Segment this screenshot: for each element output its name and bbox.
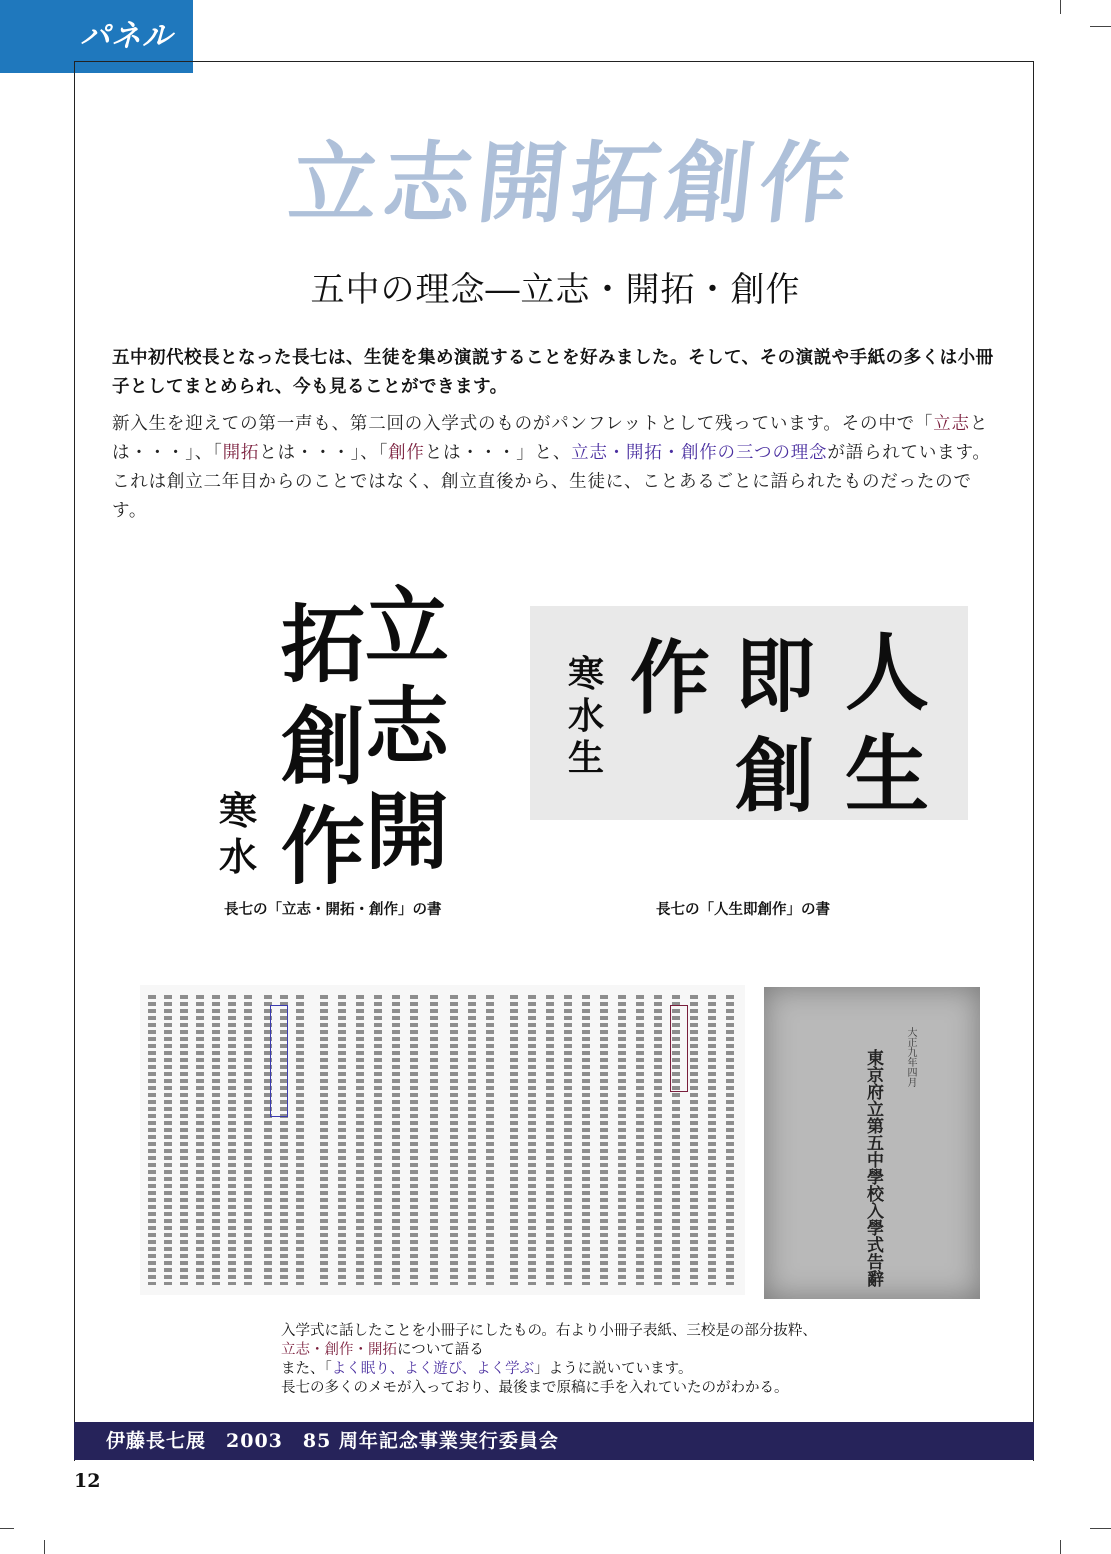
keyword-three-ideals: 立志・開拓・創作の三つの理念 <box>571 443 828 463</box>
keyword-sousaku: 創作 <box>388 443 425 463</box>
calli-char: 生 <box>845 725 930 824</box>
calli-signature-char: 生 <box>568 737 605 779</box>
intro-lead: 五中初代校長となった長七は、生徒を集め演説することを好みました。そして、その演説や手紙の多くは小冊子としてまとめられ、今も見ることができます。 <box>112 348 994 397</box>
scan-text-column <box>528 995 536 1285</box>
scan-text-column <box>564 995 572 1285</box>
scan-text-column <box>244 995 252 1285</box>
caption-seg: また、「 <box>281 1361 332 1377</box>
calli-char: 拓 <box>281 595 366 694</box>
booklet-cover-photo <box>764 987 980 1299</box>
scan-text-column <box>486 995 494 1285</box>
calli-char: 創 <box>735 729 815 823</box>
calli-char: 作 <box>630 631 710 725</box>
scan-text-column <box>726 995 734 1285</box>
scan-text-column <box>164 995 172 1285</box>
scan-text-column <box>392 995 400 1285</box>
footer-bar: 伊藤長七展 2003 85 周年記念事業実行委員会 <box>74 1422 1034 1460</box>
scan-text-column <box>618 995 626 1285</box>
panel-tab: パネル５ <box>0 0 193 73</box>
caption-line <box>281 1341 981 1360</box>
caption-line: 入学式に話したことを小冊子にしたもの。右より小冊子表紙、三校是の部分抜粋、 <box>281 1323 817 1339</box>
calli-char: 開 <box>365 782 450 881</box>
scan-text-column <box>546 995 554 1285</box>
calli-char: 志 <box>365 677 450 776</box>
calli-char: 創 <box>281 697 366 796</box>
scan-text-column <box>430 995 438 1285</box>
scan-text-column <box>374 995 382 1285</box>
keyword-risshi: 立志 <box>933 414 970 434</box>
scan-text-column <box>582 995 590 1285</box>
crop-mark <box>1060 1540 1061 1554</box>
scan-text-column <box>690 995 698 1285</box>
caption-right-calligraphy: 長七の「人生即創作」の書 <box>656 902 830 918</box>
scan-text-column <box>196 995 204 1285</box>
booklet-cover-date: 大正九年四月 <box>905 1027 916 1087</box>
keyword-kaitaku: 開拓 <box>222 443 260 463</box>
crop-mark <box>1090 26 1111 27</box>
booklet-cover-title: 東京府立第五中學校入學式告辭 <box>863 1049 883 1287</box>
scan-text-column <box>468 995 476 1285</box>
scan-text-column <box>320 995 328 1285</box>
scan-text-column <box>708 995 716 1285</box>
scan-text-column <box>450 995 458 1285</box>
scan-text-column <box>180 995 188 1285</box>
calligraphy-jinsei-soku-sousaku <box>530 606 968 824</box>
page-number: 12 <box>74 1470 101 1492</box>
body-seg: とは・・・」と、 <box>424 443 572 463</box>
caption-left-calligraphy: 長七の「立志・開拓・創作」の書 <box>224 902 442 918</box>
scan-text-column <box>654 995 662 1285</box>
calli-char: 人 <box>845 623 930 722</box>
scan-text-column <box>410 995 418 1285</box>
scan-text-column <box>636 995 644 1285</box>
caption-seg: について語る <box>397 1342 484 1358</box>
brush-title: 立志開拓創作 <box>284 131 860 235</box>
calli-char: 即 <box>735 629 815 723</box>
caption-line <box>281 1360 981 1379</box>
crop-mark <box>1060 0 1061 14</box>
calli-signature-char: 水 <box>219 834 258 879</box>
scan-text-column <box>148 995 156 1285</box>
scan-text-column <box>510 995 518 1285</box>
calli-char: 作 <box>281 797 366 896</box>
crop-mark <box>44 1540 45 1554</box>
caption-seg: 」ように説いています。 <box>534 1361 693 1377</box>
calli-signature-char: 水 <box>568 695 605 737</box>
bottom-caption <box>281 1322 981 1398</box>
scan-text-column <box>212 995 220 1285</box>
crop-mark <box>1090 1528 1111 1529</box>
calligraphy-risshi-kaitaku-sousaku <box>215 560 475 896</box>
calli-signature-char: 寒 <box>568 653 605 695</box>
caption-keyword: よく眠り、よく遊び、よく学ぶ <box>331 1361 535 1377</box>
caption-keyword: 立志・創作・開拓 <box>281 1342 397 1358</box>
calli-signature-char: 寒 <box>219 788 258 833</box>
scan-text-column <box>338 995 346 1285</box>
caption-line: 長七の多くのメモが入っており、最後まで原稿に手を入れていたのがわかる。 <box>281 1380 789 1396</box>
booklet-page-scans <box>140 985 745 1295</box>
body-seg: とは・・・」、「 <box>112 414 989 463</box>
scan-text-column <box>356 995 364 1285</box>
scan-text-column <box>296 995 304 1285</box>
body-seg: 新入生を迎えての第一声も、第二回の入学式のものがパンフレットとして残っています。その中で「 <box>112 414 934 434</box>
intro-body <box>112 410 1002 526</box>
scan-text-column <box>228 995 236 1285</box>
calli-char: 立 <box>365 577 450 676</box>
page-subtitle: 五中の理念―立志・開拓・創作 <box>310 270 801 310</box>
crop-mark <box>0 1528 14 1529</box>
highlight-box-maroon <box>670 1005 688 1092</box>
body-seg: とは・・・」、「 <box>259 443 389 463</box>
scan-text-column <box>600 995 608 1285</box>
highlight-box-blue <box>270 1005 288 1117</box>
body-seg: が語られています。これは創立二年目からのことではなく、創立直後から、生徒に、ことあるごとに語られたものだったのです。 <box>112 443 991 521</box>
